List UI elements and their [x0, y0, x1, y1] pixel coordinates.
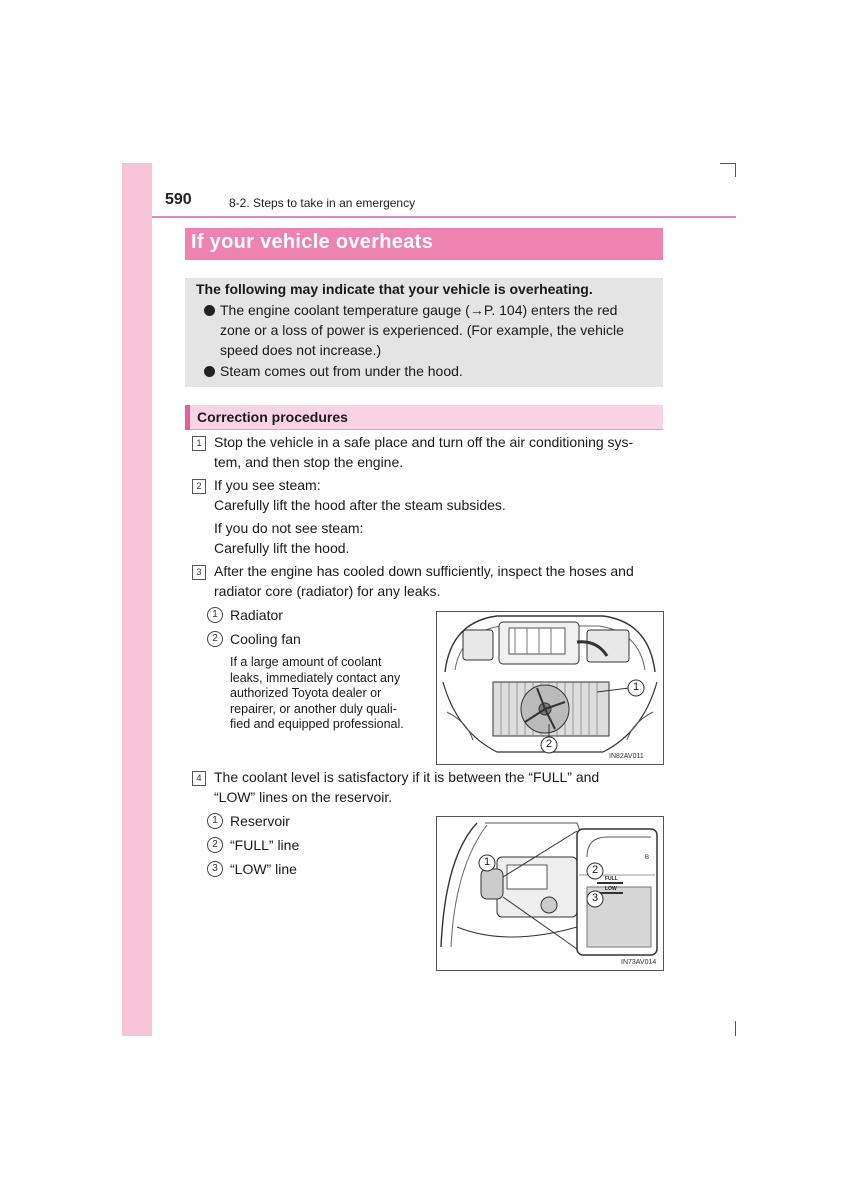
figure-callout: 3 [591, 892, 599, 904]
bullet-icon [204, 305, 215, 316]
reservoir-illustration [436, 816, 664, 971]
header-rule [152, 216, 736, 218]
legend-label: Reservoir [230, 813, 290, 829]
side-strip [122, 163, 152, 1036]
figure-callout: 1 [632, 681, 640, 693]
reservoir-drawing [437, 817, 663, 970]
figure-callout: 2 [591, 864, 599, 876]
step-text: tem, and then stop the engine. [214, 454, 404, 470]
legend-label: Cooling fan [230, 631, 301, 647]
step-text: Carefully lift the hood after the steam subsides. [214, 497, 506, 513]
bullet-text: speed does not increase.) [220, 342, 382, 358]
bullet-text: zone or a loss of power is experienced. (For example, the vehicle [220, 322, 624, 338]
bullet-text: Steam comes out from under the hood. [220, 363, 463, 379]
full-label: FULL [605, 876, 618, 882]
callout-number: 2 [207, 631, 223, 647]
step-number: 3 [192, 565, 206, 580]
warning-note [230, 655, 424, 733]
step-number: 1 [192, 436, 206, 451]
crop-mark [720, 163, 735, 164]
step-text: “LOW” lines on the reservoir. [214, 789, 393, 805]
indication-heading: The following may indicate that your vehicle is overheating. [196, 281, 593, 297]
step-text: Stop the vehicle in a safe place and turn off the air conditioning sys- [214, 434, 634, 450]
step-text: The coolant level is satisfactory if it is between the “FULL” and [214, 769, 600, 785]
correction-heading: Correction procedures [197, 409, 348, 425]
correction-marker [185, 405, 190, 430]
b-label: B [645, 855, 650, 861]
figure-callout: 2 [545, 738, 553, 750]
callout-number: 1 [207, 813, 223, 829]
callout-number: 1 [207, 607, 223, 623]
note-line: authorized Toyota dealer or [230, 686, 382, 700]
step-number: 2 [192, 479, 206, 494]
callout-number: 3 [207, 861, 223, 877]
page-number: 590 [165, 191, 192, 208]
note-line: leaks, immediately contact any [230, 670, 401, 685]
bullet-text: The engine coolant temperature gauge (→P. 104) enters the red [220, 302, 618, 318]
step-text: After the engine has cooled down sufficiently, inspect the hoses and [214, 563, 634, 579]
crop-mark [735, 163, 736, 177]
legend-label: Radiator [230, 607, 283, 623]
callout-number: 2 [207, 837, 223, 853]
bullet-icon [204, 366, 215, 377]
note-line: If a large amount of coolant [230, 655, 382, 669]
step-text: If you see steam: [214, 477, 321, 493]
step-number: 4 [192, 771, 206, 786]
radiator-illustration [436, 611, 664, 765]
note-line: fied and equipped professional. [230, 717, 404, 731]
page-title: If your vehicle overheats [191, 231, 434, 253]
step-text: Carefully lift the hood. [214, 540, 350, 556]
legend-label: “FULL” line [230, 837, 300, 853]
figure-code: IN82AV011 [609, 753, 644, 760]
crop-mark [735, 1021, 736, 1036]
step-text: radiator core (radiator) for any leaks. [214, 583, 441, 599]
figure-callout: 1 [483, 856, 491, 868]
legend-label: “LOW” line [230, 861, 297, 877]
low-label: LOW [605, 886, 617, 892]
section-heading: 8-2. Steps to take in an emergency [229, 196, 416, 210]
step-text: If you do not see steam: [214, 520, 364, 536]
figure-code: IN73AV014 [621, 959, 657, 966]
note-line: repairer, or another duly quali- [230, 701, 397, 716]
